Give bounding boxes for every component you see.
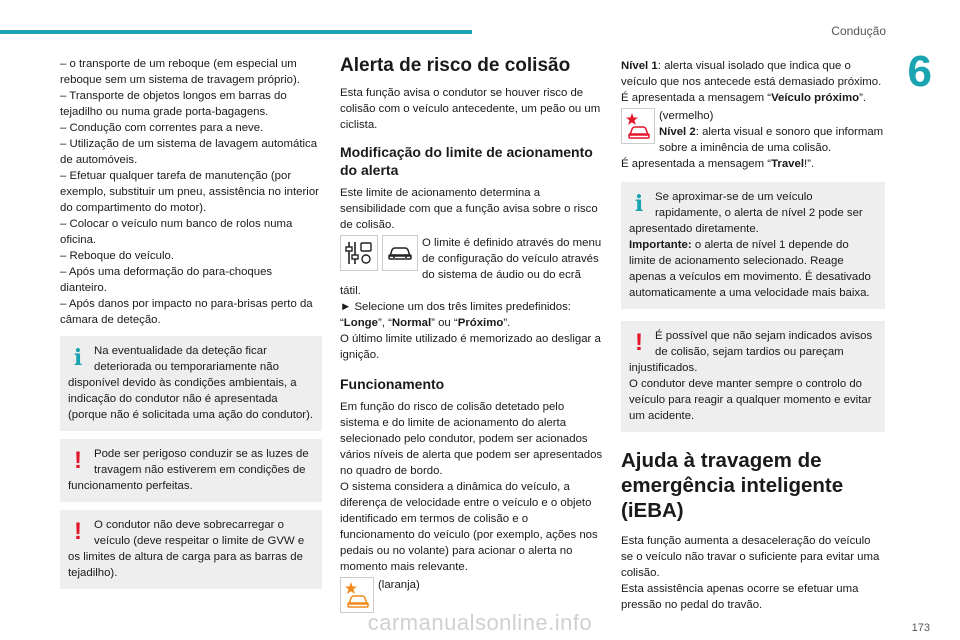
level-2-label: Nível 2	[659, 126, 696, 138]
list-item: – Efetuar qualquer tarefa de manutenção (por exemplo, substituir um pneu, assistência no interior do compartimento do motor).	[60, 170, 319, 214]
watermark: carmanualsonline.info	[367, 610, 593, 635]
chapter-number: 6	[907, 47, 932, 96]
red-label: (vermelho)	[659, 110, 714, 122]
paragraph: Em função do risco de colisão detetado pelo sistema e do limite de acionamento do alerta selecionado pelo condutor, podem ser acionados vários níveis de alerta que podem ser apresentados no quadro de bordo.	[340, 401, 603, 477]
section-heading: Ajuda à travagem de emergência inteligente (iEBA)	[621, 449, 844, 522]
list-item: – o transporte de um reboque (em especial um reboque sem um sistema de travagem próprio).	[60, 58, 300, 86]
header-accent-bar	[0, 30, 472, 34]
info-icon: i	[634, 191, 644, 217]
subsection-heading: Funcionamento	[340, 376, 445, 392]
warning-note	[60, 439, 322, 502]
list-item: – Após uma deformação do para-choques dianteiro.	[60, 266, 273, 294]
message-veiculo-proximo: Veículo próximo	[771, 92, 860, 104]
subsection-heading: Modificação do limite de acionamento do alerta	[340, 144, 593, 178]
option-normal: Normal	[391, 317, 432, 329]
warning-icon: !	[74, 518, 82, 545]
paragraph: Nível 1: alerta visual isolado que indica que o veículo que nos antecede está demasiado próximo.	[621, 60, 882, 88]
message-travel: Travel	[771, 158, 805, 170]
list-item: – Reboque do veículo.	[60, 250, 174, 262]
paragraph: ► Selecione um dos três limites predefinidos: “Longe”, “Normal” ou “Próximo”.	[340, 301, 571, 329]
section-heading: Alerta de risco de colisão	[340, 55, 571, 76]
config-icons-row	[340, 235, 604, 299]
paragraph: Nível 2: alerta visual e sonoro que informam sobre a iminência de uma colisão.	[659, 126, 884, 154]
list-item: – Após danos por impacto no para-brisas perto da câmara de deteção.	[60, 298, 313, 326]
list-item: – Utilização de um sistema de lavagem automática de automóveis.	[60, 138, 318, 166]
warning-icon: !	[635, 329, 643, 356]
red-alert-row	[621, 108, 885, 156]
warning-note	[60, 510, 322, 589]
warning-icon: !	[74, 447, 82, 474]
info-note-text: Importante: o alerta de nível 1 depende do limite de acionamento selecionado. Reage apenas a veículos em movimento. É desativado automaticamente a uma velocidade mais baixa.	[629, 239, 871, 299]
info-note-text: Na eventualidade da deteção ficar deteriorada ou temporariamente não disponível devido às condições ambientais, a indicação do condutor não é apresentada (porque não é solicitada uma ação do condutor).	[68, 345, 314, 421]
option-longe: Longe	[343, 317, 378, 329]
warning-note-text: Pode ser perigoso conduzir se as luzes de travagem não estiverem em condições de funcionamento perfeitas.	[68, 448, 309, 492]
column-1	[60, 56, 322, 597]
list-item: – Condução com correntes para a neve.	[60, 122, 264, 134]
paragraph: O último limite utilizado é memorizado ao desligar a ignição.	[340, 333, 601, 361]
orange-alert-row	[340, 577, 604, 613]
info-note	[621, 182, 885, 309]
info-icon: i	[73, 345, 83, 371]
section-title: Condução	[831, 24, 886, 38]
warning-note-text: O condutor deve manter sempre o controlo do veículo para reagir a qualquer momento e evitar um acidente.	[629, 378, 872, 422]
warning-note-text: É possível que não sejam indicados avisos de colisão, sejam tardios ou pareçam injustificados.	[629, 330, 873, 374]
car-icon	[382, 235, 418, 271]
paragraph: É apresentada a mensagem “Veículo próximo”.	[621, 92, 867, 104]
column-3	[621, 58, 885, 613]
column-2	[340, 55, 604, 613]
paragraph: Esta função aumenta a desaceleração do veículo se o veículo não travar o suficiente para evitar uma colisão.	[621, 535, 880, 579]
paragraph: É apresentada a mensagem “Travel!”.	[621, 158, 815, 170]
settings-sliders-icon	[340, 235, 378, 271]
paragraph: Este limite de acionamento determina a sensibilidade com que a função avisa sobre o risco de colisão.	[340, 187, 598, 231]
warning-note-text: O condutor não deve sobrecarregar o veículo (deve respeitar o limite de GVW e os limites de altura de carga para as barras de tejadilho).	[68, 519, 305, 579]
paragraph: Esta função avisa o condutor se houver risco de colisão com o veículo antecedente, um peão ou um ciclista.	[340, 87, 601, 131]
info-note-text: Se aproximar-se de um veículo rapidamente, o alerta de nível 2 pode ser apresentado diretamente.	[629, 191, 863, 235]
level-1-label: Nível 1	[621, 60, 658, 72]
paragraph: O sistema considera a dinâmica do veículo, a diferença de velocidade entre o veículo e o objeto identificado em termos de colisão e o funcionamento do veículo (por exemplo, ações nos pedais ou no volante) para acionar o alerta no momento mais relevante.	[340, 481, 598, 573]
list-item: – Transporte de objetos longos em barras do tejadilho ou numa grade porta-bagagens.	[60, 90, 287, 118]
collision-alert-orange-icon	[340, 577, 374, 613]
paragraph: Esta assistência apenas ocorre se efetuar uma pressão no pedal do travão.	[621, 583, 859, 611]
list-item: – Colocar o veículo num banco de rolos numa oficina.	[60, 218, 293, 246]
paragraph: O limite é definido através do menu de configuração do veículo através do sistema de áudio ou do ecrã tátil.	[340, 237, 602, 297]
page-number: 173	[911, 622, 930, 634]
info-note	[60, 336, 322, 431]
warning-note	[621, 321, 885, 432]
collision-alert-red-icon	[621, 108, 655, 144]
orange-label: (laranja)	[378, 579, 420, 591]
option-proximo: Próximo	[457, 317, 504, 329]
